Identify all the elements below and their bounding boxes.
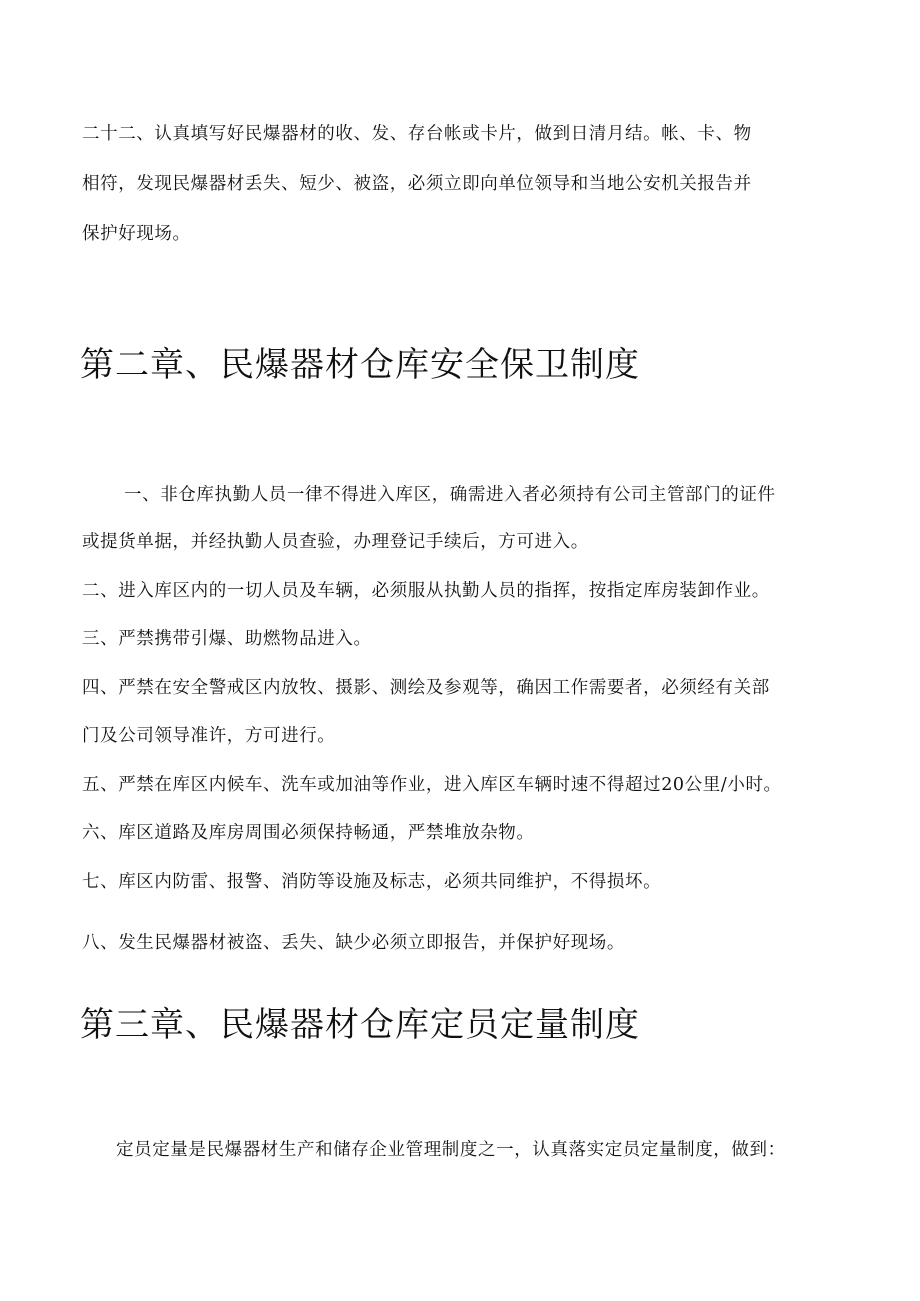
chapter-2-item-7: 七、库区内防雷、报警、消防等设施及标志，必须共同维护，不得损坏。 (82, 872, 662, 892)
chapter-2-item-6: 六、库区道路及库房周围必须保持畅通，严禁堆放杂物。 (82, 823, 535, 843)
chapter-2-item-2: 二、进入库区内的一切人员及车辆，必须服从执勤人员的指挥，按指定库房装卸作业。 (82, 581, 770, 601)
paragraph-22-line-3: 保护好现场。 (82, 224, 191, 244)
chapter-2-item-1-line-2: 或提货单据，并经执勤人员查验，办理登记手续后，方可进入。 (82, 532, 589, 552)
chapter-2-item-8: 八、发生民爆器材被盗、丢失、缺少必须立即报告，并保护好现场。 (82, 933, 625, 953)
chapter-2-title: 第二章、民爆器材仓库安全保卫制度 (80, 345, 640, 385)
chapter-2-item-1-line-1: 一、非仓库执勤人员一律不得进入库区，确需进入者必须持有公司主管部门的证件 (124, 485, 776, 505)
paragraph-22-line-2: 相符，发现民爆器材丢失、短少、被盗，必须立即向单位领导和当地公安机关报告并 (82, 174, 752, 194)
chapter-2-item-4-line-2: 门及公司领导准许，方可进行。 (82, 726, 336, 746)
chapter-2-item-3: 三、严禁携带引爆、助燃物品进入。 (82, 629, 372, 649)
paragraph-22-line-1: 二十二、认真填写好民爆器材的收、发、存台帐或卡片，做到日清月结。帐、卡、物 (82, 124, 752, 144)
chapter-3-intro: 定员定量是民爆器材生产和储存企业管理制度之一，认真落实定员定量制度，做到： (116, 1140, 786, 1160)
chapter-2-item-4-line-1: 四、严禁在安全警戒区内放牧、摄影、测绘及参观等，确因工作需要者，必须经有关部 (82, 678, 770, 698)
chapter-3-title: 第三章、民爆器材仓库定员定量制度 (80, 1005, 640, 1045)
chapter-2-item-5: 五、严禁在库区内候车、洗车或加油等作业，进入库区车辆时速不得超过20公里/小时。 (82, 775, 782, 795)
